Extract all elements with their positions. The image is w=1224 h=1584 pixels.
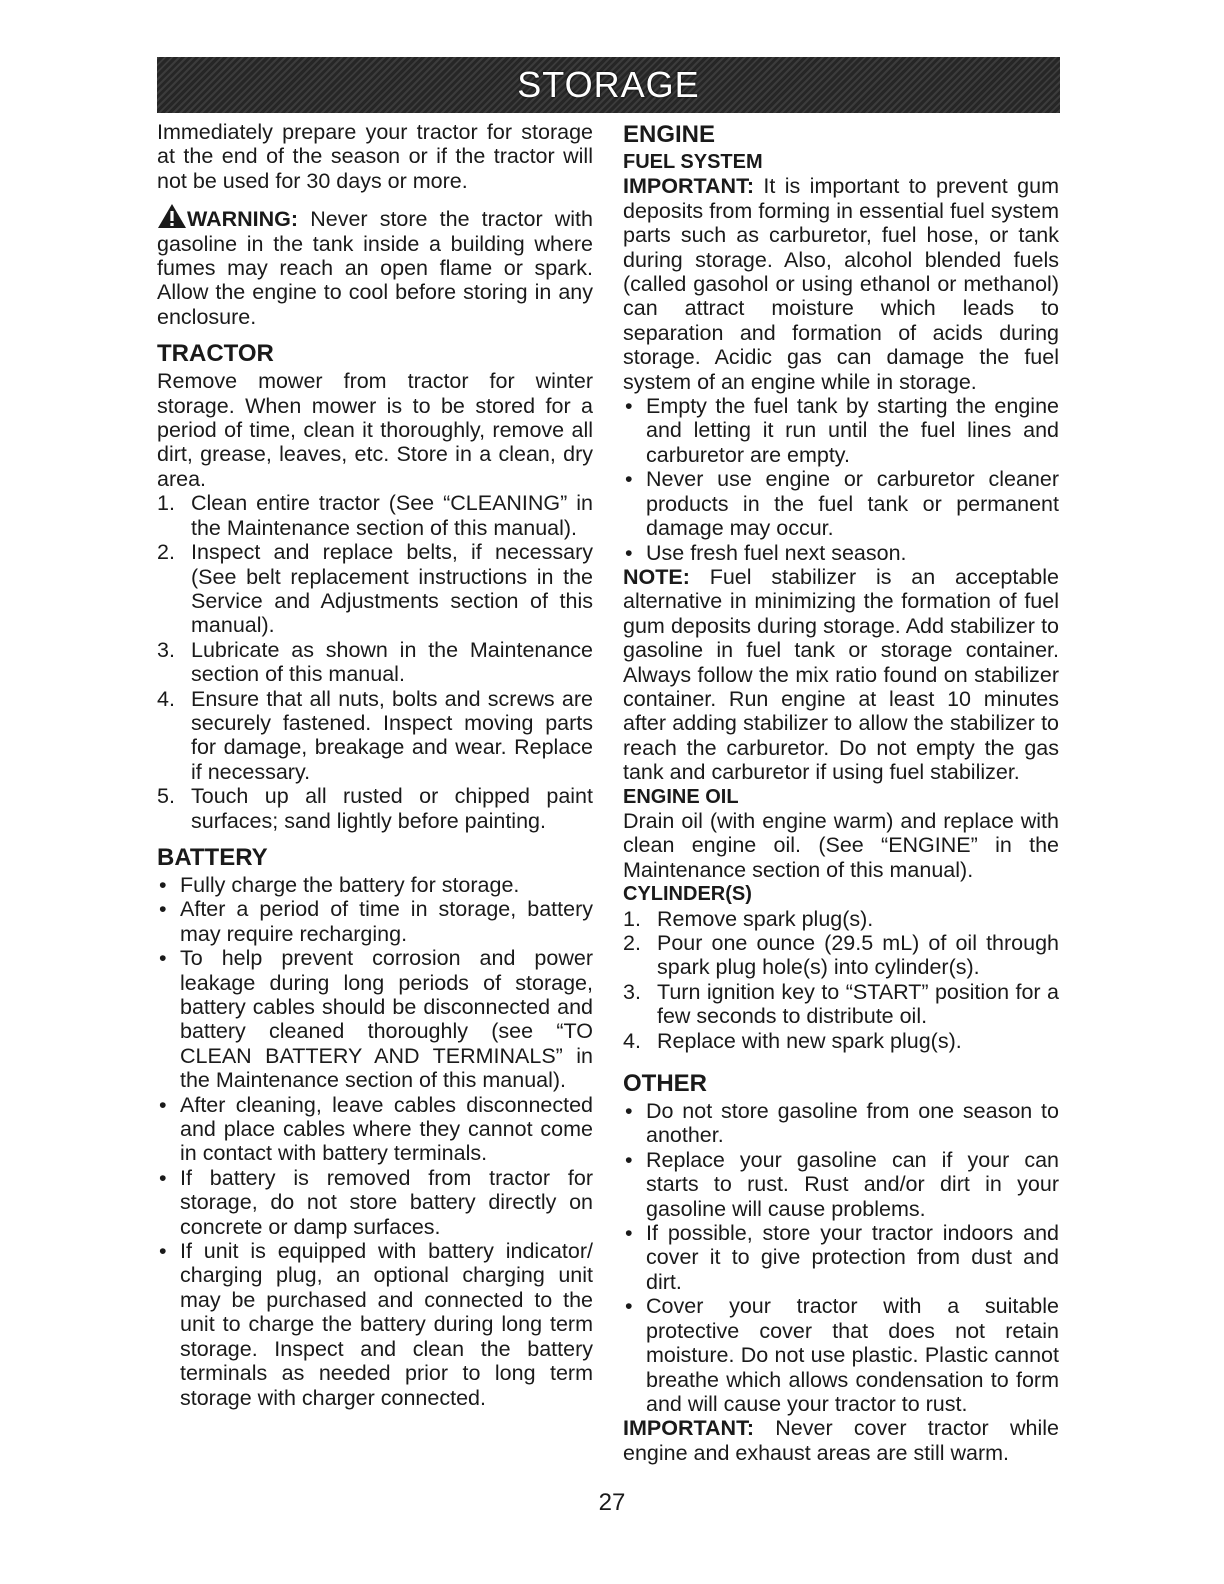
note-paragraph — [623, 565, 1059, 785]
step-text: Turn ignition key to “START” position for a few seconds to distribute oil. — [657, 979, 1059, 1029]
step-number: 3. — [157, 637, 175, 662]
list-item: • Fully charge the battery for storage. — [157, 873, 593, 897]
step-number: 3. — [623, 979, 641, 1004]
list-item — [157, 784, 593, 833]
other-bullets — [623, 1099, 1059, 1416]
step-number: 2. — [623, 931, 641, 955]
step-text: Touch up all rusted or chipped paint surfaces; sand lightly before painting. — [191, 784, 593, 833]
list-item — [623, 1029, 1059, 1053]
intro-paragraph: Immediately prepare your tractor for storage at the end of the season or if the tractor will not be used for 30 days or more. — [157, 120, 593, 193]
warning-text: Never store the tractor with gasoline in the tank inside a building where fumes may reach an open flame or spark. Allow the engine to cool before storing in any enclosure. — [157, 207, 593, 329]
list-item — [157, 491, 593, 540]
page-number: 27 — [598, 1489, 626, 1516]
step-number: 5. — [157, 784, 175, 809]
cylinders-heading: CYLINDER(S) — [623, 883, 752, 906]
step-number: 2. — [157, 540, 175, 565]
battery-bullets — [157, 873, 593, 1410]
list-item: • To help prevent corrosion and power leakage during long periods of storage, battery cables should be disconnected and battery cleaned thoroughly (see “TO CLEAN BATTERY AND TERMINALS” in the Maintenance section of this manual). — [157, 946, 593, 1092]
list-item — [623, 980, 1059, 1029]
note-text: Fuel stabilizer is an acceptable alternative in minimizing the formation of fuel gum deposits during storage. Add stabilizer to gasoline in fuel tank or storage container. Always follow the mix ratio found on stabilizer container. Run engine at least 10 minutes after adding stabilizer to allow the stabilizer to reach the carburetor. Do not empty the gas tank and carburetor if using fuel stabilizer. — [623, 564, 1059, 785]
important-text: It is important to prevent gum deposits from forming in essential fuel system parts such as carburetor, fuel hose, or tank during storage. Also, alcohol blended fuels (called gasohol or using ethanol or methanol) can attract moisture which leads to separation and formation of acids during storage. Acidic gas can damage the fuel system of an engine while in storage. — [623, 174, 1059, 394]
important-label: IMPORTANT: — [623, 174, 754, 199]
tractor-heading: TRACTOR — [157, 340, 274, 368]
step-text: Remove spark plug(s). — [657, 906, 874, 931]
right-column — [623, 120, 1059, 1465]
tractor-paragraph: Remove mower from tractor for winter storage. When mower is to be stored for a period of time, clean it thoroughly, remove all dirt, grease, leaves, etc. Store in a clean, dry area. — [157, 369, 593, 491]
list-item — [623, 931, 1059, 980]
fuel-system-heading: FUEL SYSTEM — [623, 151, 763, 173]
other-heading: OTHER — [623, 1070, 707, 1098]
warning-triangle-icon — [157, 203, 187, 229]
page-title: STORAGE — [517, 64, 700, 105]
list-item — [157, 687, 593, 785]
step-text: Lubricate as shown in the Maintenance section of this manual. — [191, 637, 593, 687]
step-text: Inspect and replace belts, if necessary (See belt replacement instructions in the Service and Adjustments section of this manual). — [191, 540, 593, 638]
step-text: Clean entire tractor (See “CLEANING” in the Maintenance section of this manual). — [191, 491, 593, 540]
step-number: 1. — [623, 906, 641, 931]
engine-oil-paragraph: Drain oil (with engine warm) and replace with clean engine oil. (See “ENGINE” in the Maintenance section of this manual). — [623, 808, 1059, 882]
list-item: • After a period of time in storage, battery may require recharging. — [157, 897, 593, 946]
step-number: 4. — [157, 686, 175, 711]
engine-oil-heading: ENGINE OIL — [623, 785, 739, 808]
tractor-steps — [157, 491, 593, 833]
section-banner — [157, 57, 1060, 113]
step-text: Pour one ounce (29.5 mL) of oil through spark plug hole(s) into cylinder(s). — [657, 931, 1059, 980]
other-important-paragraph — [623, 1416, 1059, 1465]
list-item: • If battery is removed from tractor for storage, do not store battery directly on concrete or damp surfaces. — [157, 1166, 593, 1239]
cylinder-steps — [623, 907, 1059, 1053]
list-item: • Replace your gasoline can if your can starts to rust. Rust and/or dirt in your gasoline will cause problems. — [623, 1148, 1059, 1221]
list-item: • Cover your tractor with a suitable protective cover that does not retain moisture. Do not use plastic. Plastic cannot breathe which allows condensation to form and will cause your tractor to rust. — [623, 1294, 1059, 1416]
step-text: Replace with new spark plug(s). — [657, 1028, 962, 1053]
note-label: NOTE: — [623, 564, 690, 589]
important-text: Never cover tractor while engine and exhaust areas are still warm. — [623, 1416, 1059, 1465]
list-item: • Empty the fuel tank by starting the engine and letting it run until the fuel lines and carburetor are empty. — [623, 394, 1059, 467]
list-item — [157, 638, 593, 687]
step-number: 4. — [623, 1028, 641, 1053]
list-item: • Use fresh fuel next season. — [623, 541, 1059, 565]
list-item: • Never use engine or carburetor cleaner products in the fuel tank or permanent damage may occur. — [623, 467, 1059, 540]
warning-label: WARNING: — [187, 207, 299, 232]
left-column — [157, 120, 593, 1410]
list-item: • Do not store gasoline from one season to another. — [623, 1099, 1059, 1148]
important-label: IMPORTANT: — [623, 1416, 754, 1441]
list-item: • If unit is equipped with battery indicator/ charging plug, an optional charging unit may be purchased and connected to the unit to charge the battery during long term storage. Inspect and clean the battery terminals as needed prior to long term storage with charger connected. — [157, 1239, 593, 1410]
step-number: 1. — [157, 491, 175, 516]
warning-paragraph — [157, 203, 593, 329]
list-item: • After cleaning, leave cables disconnected and place cables where they cannot come in contact with battery terminals. — [157, 1093, 593, 1166]
step-text: Ensure that all nuts, bolts and screws are securely fastened. Inspect moving parts for damage, breakage and wear. Replace if necessary. — [191, 686, 593, 784]
list-item — [623, 907, 1059, 931]
battery-heading: BATTERY — [157, 843, 268, 871]
fuel-important-paragraph — [623, 174, 1059, 394]
fuel-bullets — [623, 394, 1059, 565]
engine-heading: ENGINE — [623, 121, 716, 148]
list-item — [157, 540, 593, 638]
list-item: • If possible, store your tractor indoors and cover it to give protection from dust and dirt. — [623, 1221, 1059, 1294]
